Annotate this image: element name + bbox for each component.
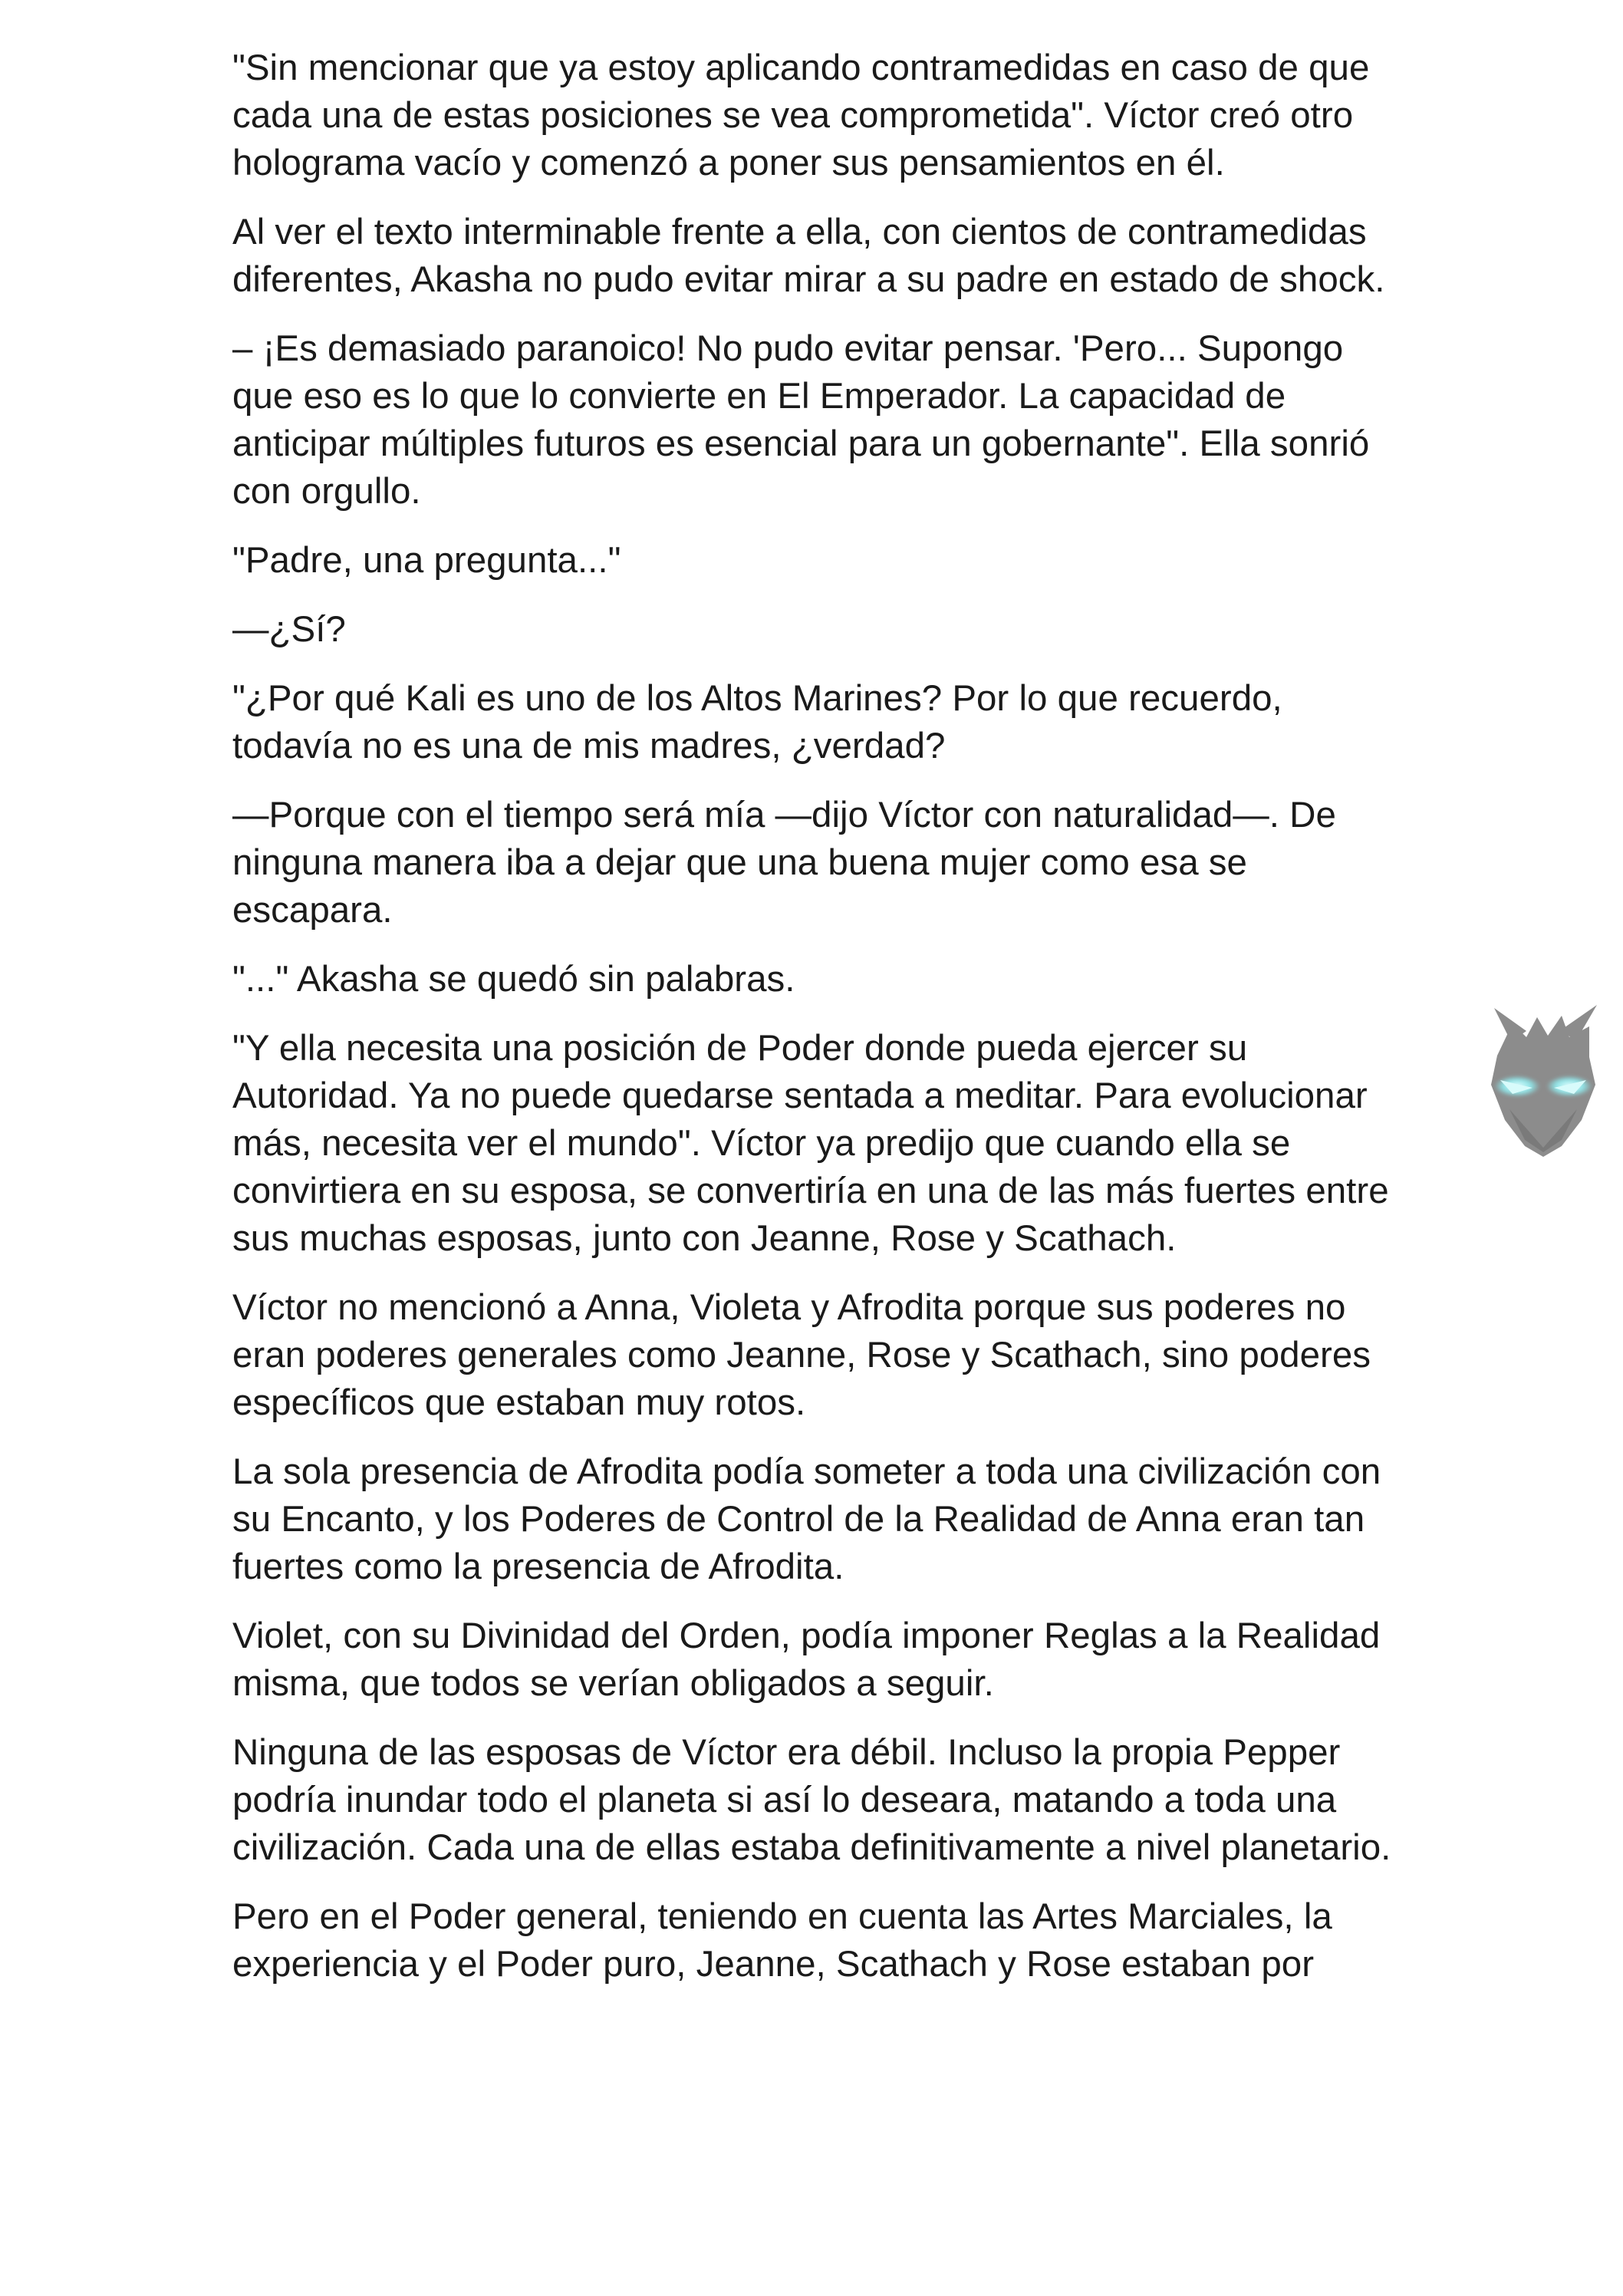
document-page: [232, 44, 1406, 2010]
demon-head-icon: [1467, 994, 1620, 1171]
paragraph-4: "Padre, una pregunta...": [232, 540, 621, 581]
paragraph-6: "¿Por qué Kali es uno de los Altos Marines? Por lo que recuerdo, todavía no es una de mis madres, ¿verdad?: [232, 678, 1282, 766]
paragraph-1: "Sin mencionar que ya estoy aplicando contramedidas en caso de que cada una de estas posiciones se vea comprometida". Víctor creó otro holograma vacío y comenzó a poner sus pensamientos en él.: [232, 48, 1370, 183]
paragraph-2: Al ver el texto interminable frente a ella, con cientos de contramedidas diferentes, Akasha no pudo evitar mirar a su padre en estado de shock.: [232, 212, 1385, 300]
paragraph-8: "..." Akasha se quedó sin palabras.: [232, 959, 795, 1000]
paragraph-5: —¿Sí?: [232, 609, 346, 650]
paragraph-7: —Porque con el tiempo será mía —dijo Víctor con naturalidad—. De ninguna manera iba a dejar que una buena mujer como esa se escapara.: [232, 795, 1336, 931]
paragraph-11: La sola presencia de Afrodita podía someter a toda una civilización con su Encanto, y los Poderes de Control de la Realidad de Anna eran tan fuertes como la presencia de Afrodita.: [232, 1451, 1381, 1587]
paragraph-12: Violet, con su Divinidad del Orden, podía imponer Reglas a la Realidad misma, que todos se verían obligados a seguir.: [232, 1616, 1381, 1704]
paragraph-14: Pero en el Poder general, teniendo en cuenta las Artes Marciales, la experiencia y el Poder puro, Jeanne, Scathach y Rose estaban por: [232, 1896, 1332, 1985]
paragraph-13: Ninguna de las esposas de Víctor era débil. Incluso la propia Pepper podría inundar todo el planeta si así lo deseara, matando a toda una civilización. Cada una de ellas estaba definitivamente a nivel planetario.: [232, 1732, 1391, 1868]
paragraph-9: "Y ella necesita una posición de Poder donde pueda ejercer su Autoridad. Ya no puede quedarse sentada a meditar. Para evolucionar más, necesita ver el mundo". Víctor ya predijo que cuando ella se convirtiera en su esposa, se convertiría en una de las más fuertes entre sus muchas esposas, junto con Jeanne, Rose y Scathach.: [232, 1028, 1389, 1259]
paragraph-3: – ¡Es demasiado paranoico! No pudo evitar pensar. 'Pero... Supongo que eso es lo que lo convierte en El Emperador. La capacidad de anticipar múltiples futuros es esencial para un gobernante". Ella sonrió con orgullo.: [232, 328, 1370, 512]
paragraph-10: Víctor no mencionó a Anna, Violeta y Afrodita porque sus poderes no eran poderes generales como Jeanne, Rose y Scathach, sino poderes específicos que estaban muy rotos.: [232, 1287, 1371, 1423]
